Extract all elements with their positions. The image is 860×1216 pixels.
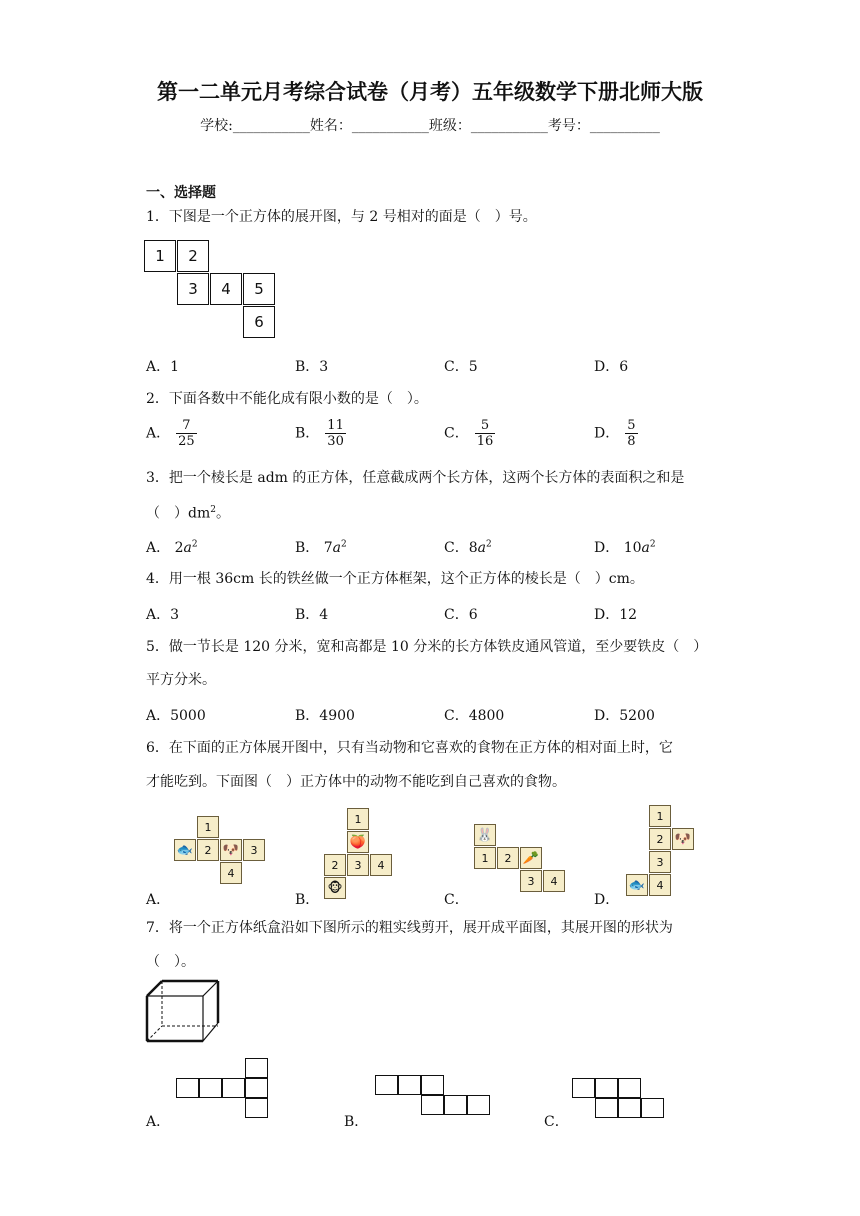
q1-option-b[interactable]: B．3 [295,359,329,375]
q3-option-a[interactable] [146,537,198,557]
q6-option-b[interactable]: B． [295,892,320,908]
net-cell [595,1078,618,1098]
q3-option-d[interactable] [594,537,656,557]
net-cell: 1 [144,240,176,272]
net-cell: 2 [324,854,346,876]
net-cell: 4 [649,874,671,896]
dog-icon: 🐶 [220,839,242,861]
option-label: B． [295,540,320,556]
rabbit-icon: 🐰 [474,824,496,846]
denominator: 16 [476,434,494,449]
var: a [183,540,192,556]
student-info-line: 学校:___________姓名：___________班级：___________考号：__________ [200,118,660,134]
denominator: 30 [327,434,344,449]
net-cell: 1 [474,847,496,869]
numerator: 5 [627,418,636,433]
denominator: 25 [178,434,195,449]
question-3-text-line1: 3．把一个棱长是 adm 的正方体，任意截成两个长方体，这两个长方体的表面积之和是 [146,470,685,486]
net-cell: 1 [649,805,671,827]
net-cell [444,1095,467,1115]
q5-option-c[interactable]: C．4800 [444,708,505,724]
net-cell: 2 [649,828,671,850]
q5-option-a[interactable]: A．5000 [146,708,206,724]
net-cell [245,1098,268,1118]
net-cell [245,1078,268,1098]
net-cell [421,1075,444,1095]
net-cell [398,1075,421,1095]
net-cell [618,1078,641,1098]
q2-option-c[interactable] [444,418,495,449]
dog-icon: 🐶 [672,828,694,850]
q7-option-c[interactable]: C． [544,1114,569,1130]
numerator: 7 [176,418,197,434]
var: a [332,540,342,556]
net-cell: 3 [520,870,542,892]
net-cell [245,1058,268,1078]
net-cell: 4 [370,854,392,876]
coef: 2 [174,540,184,556]
var: a [641,540,650,556]
var: a [477,540,486,556]
q2-option-a[interactable] [146,418,197,449]
net-cell [467,1095,490,1115]
q3-option-c[interactable] [444,537,492,557]
q3-line2-post: 。 [215,505,230,522]
question-5-text-line1: 5．做一节长是 120 分米，宽和高都是 10 分米的长方体铁皮通风管道，至少要铁皮（ ） [146,639,708,655]
net-cell [176,1078,199,1098]
net-cell: 1 [347,808,369,830]
question-3-text-line2 [146,501,230,523]
question-2-text: 2．下面各数中不能化成有限小数的是（ ）。 [146,391,428,407]
q5-option-b[interactable]: B．4900 [295,708,355,724]
net-cell: 3 [347,854,369,876]
net-cell: 3 [177,273,209,305]
question-7-text-line1: 7．将一个正方体纸盒沿如下图所示的粗实线剪开，展开成平面图，其展开图的形状为 [146,920,673,936]
net-cell: 2 [177,240,209,272]
denominator: 8 [627,434,636,449]
net-cell [641,1098,664,1118]
net-cell: 5 [243,273,275,305]
option-label: C． [444,425,469,442]
q3-option-b[interactable] [295,537,347,557]
fish-icon: 🐟 [626,874,648,896]
net-cell [618,1098,641,1118]
net-cell: 1 [197,816,219,838]
coef: 7 [323,540,333,556]
q3-line2-sup: 2 [210,505,216,515]
net-cell [199,1078,222,1098]
question-4-text: 4．用一根 36cm 长的铁丝做一个正方体框架，这个正方体的棱长是（ ）cm。 [146,571,644,587]
q3-line2-pre: （ ）dm [146,505,211,522]
net-cell: 2 [497,847,519,869]
coef: 8 [468,540,478,556]
fish-icon: 🐟 [174,839,196,861]
peach-icon: 🍑 [347,831,369,853]
q5-option-d[interactable]: D．5200 [594,708,655,724]
net-cell: 4 [210,273,242,305]
page-title: 第一二单元月考综合试卷（月考）五年级数学下册北师大版 [157,80,703,104]
question-5-text-line2: 平方分米。 [146,672,216,688]
option-label: A． [146,425,171,442]
q1-option-a[interactable]: A．1 [146,359,180,375]
exp: 2 [486,539,492,550]
net-cell: 3 [243,839,265,861]
option-label: D． [594,425,620,442]
option-label: B． [295,425,320,442]
option-label: A． [146,540,171,556]
cube-figure [144,978,224,1044]
option-label: D． [594,540,620,556]
net-cell [375,1075,398,1095]
q4-option-b[interactable]: B．4 [295,607,329,623]
q6-option-c[interactable]: C． [444,892,469,908]
fraction [475,418,496,449]
q2-option-b[interactable] [295,418,346,449]
net-cell: 6 [243,306,275,338]
coef: 10 [623,540,642,556]
q1-option-d[interactable]: D．6 [594,359,629,375]
exp: 2 [191,539,198,550]
question-1-text: 1．下图是一个正方体的展开图，与 2 号相对的面是（ ）号。 [146,209,537,225]
q6-option-a[interactable]: A． [146,892,171,908]
net-cell [572,1078,595,1098]
q7-option-a[interactable]: A． [146,1114,171,1130]
fraction [325,418,346,449]
net-cell [595,1098,618,1118]
carrot-icon: 🥕 [520,847,542,869]
net-cell [421,1095,444,1115]
q1-option-c[interactable]: C．5 [444,359,478,375]
exp: 2 [341,539,347,550]
net-cell: 3 [649,851,671,873]
fraction [625,418,637,449]
question-6-text-line2: 才能吃到。下面图（ ）正方体中的动物不能吃到自己喜欢的食物。 [146,774,566,790]
q2-option-d[interactable] [594,418,638,449]
numerator: 11 [327,418,344,433]
net-cell: 2 [197,839,219,861]
option-label: C． [444,540,469,556]
question-6-text-line1: 6．在下面的正方体展开图中，只有当动物和它喜欢的食物在正方体的相对面上时，它 [146,740,673,756]
q6-option-d[interactable]: D． [594,892,620,908]
net-cell: 4 [220,862,242,884]
q4-option-d[interactable]: D．12 [594,607,638,623]
section-heading: 一、选择题 [146,185,216,201]
monkey-icon: 🐵 [324,877,346,899]
q4-option-a[interactable]: A．3 [146,607,180,623]
q7-option-b[interactable]: B． [344,1114,369,1130]
question-7-text-line2: （ ）。 [146,954,195,970]
q4-option-c[interactable]: C．6 [444,607,478,623]
fraction [176,418,197,449]
net-cell: 4 [543,870,565,892]
exp: 2 [649,539,656,550]
numerator: 5 [475,418,496,434]
net-cell [222,1078,245,1098]
